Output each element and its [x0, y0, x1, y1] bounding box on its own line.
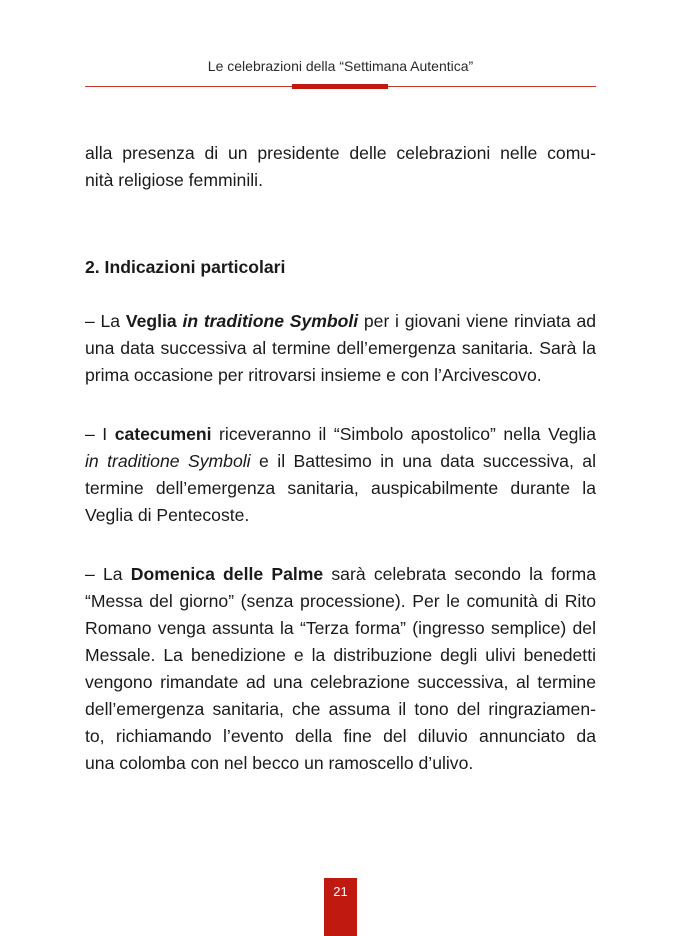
- text-line: prima occasione per ritrovarsi insieme e con l’Arcivescovo.: [85, 365, 542, 385]
- paragraph-veglia: [85, 308, 596, 389]
- text-line: Veglia di Pentecoste.: [85, 505, 250, 525]
- text-line: dell’emergenza sanitaria, che assuma il tono del ringraziamen-: [85, 699, 596, 719]
- header-accent-bar: [292, 84, 388, 89]
- bold-term: catecumeni: [114, 424, 212, 444]
- italic-term: in traditione Symboli: [85, 451, 251, 471]
- page-number: 21: [333, 884, 348, 899]
- text-line: Messale. La benedizione e la distribuzione degli ulivi benedetti: [85, 645, 596, 665]
- text-line: Romano venga assunta la “Terza forma” (ingresso semplice) del: [85, 618, 596, 638]
- text-line: nità religiose femminili.: [85, 170, 263, 190]
- text-line: una colomba con nel becco un ramoscello d’ulivo.: [85, 753, 474, 773]
- bold-term: Domenica delle Palme: [130, 564, 324, 584]
- text-line: vengono rimandate ad una celebrazione successiva, al termine: [85, 672, 596, 692]
- bold-italic-term: in traditione Symboli: [182, 311, 359, 331]
- text-line: “Messa del giorno” (senza processione). Per le comunità di Rito: [85, 591, 596, 611]
- text-line: – I catecumeni riceveranno il “Simbolo apostolico” nella Veglia: [85, 424, 597, 444]
- text-line: una data successiva al termine dell’emergenza sanitaria. Sarà la: [85, 338, 596, 358]
- running-header: Le celebrazioni della “Settimana Autentica”: [207, 58, 474, 74]
- bold-term: Veglia: [125, 311, 177, 331]
- text-line: – La Domenica delle Palme sarà celebrata secondo la forma: [85, 564, 596, 584]
- text-line: to, richiamando l’evento della fine del diluvio annunciato da: [85, 726, 596, 746]
- text-line: alla presenza di un presidente delle celebrazioni nelle comu-: [85, 143, 596, 163]
- page-number-tab: [324, 878, 357, 936]
- paragraph-catecumeni: [85, 421, 596, 529]
- text-line: – La Veglia in traditione Symboli per i giovani viene rinviata ad: [85, 311, 597, 331]
- text-line: in traditione Symboli e il Battesimo in una data successiva, al: [85, 451, 597, 471]
- intro-paragraph: [85, 140, 596, 194]
- text-line: termine dell’emergenza sanitaria, auspicabilmente durante la: [85, 478, 596, 498]
- paragraph-palme: [85, 561, 596, 777]
- section-heading: 2. Indicazioni particolari: [85, 257, 286, 277]
